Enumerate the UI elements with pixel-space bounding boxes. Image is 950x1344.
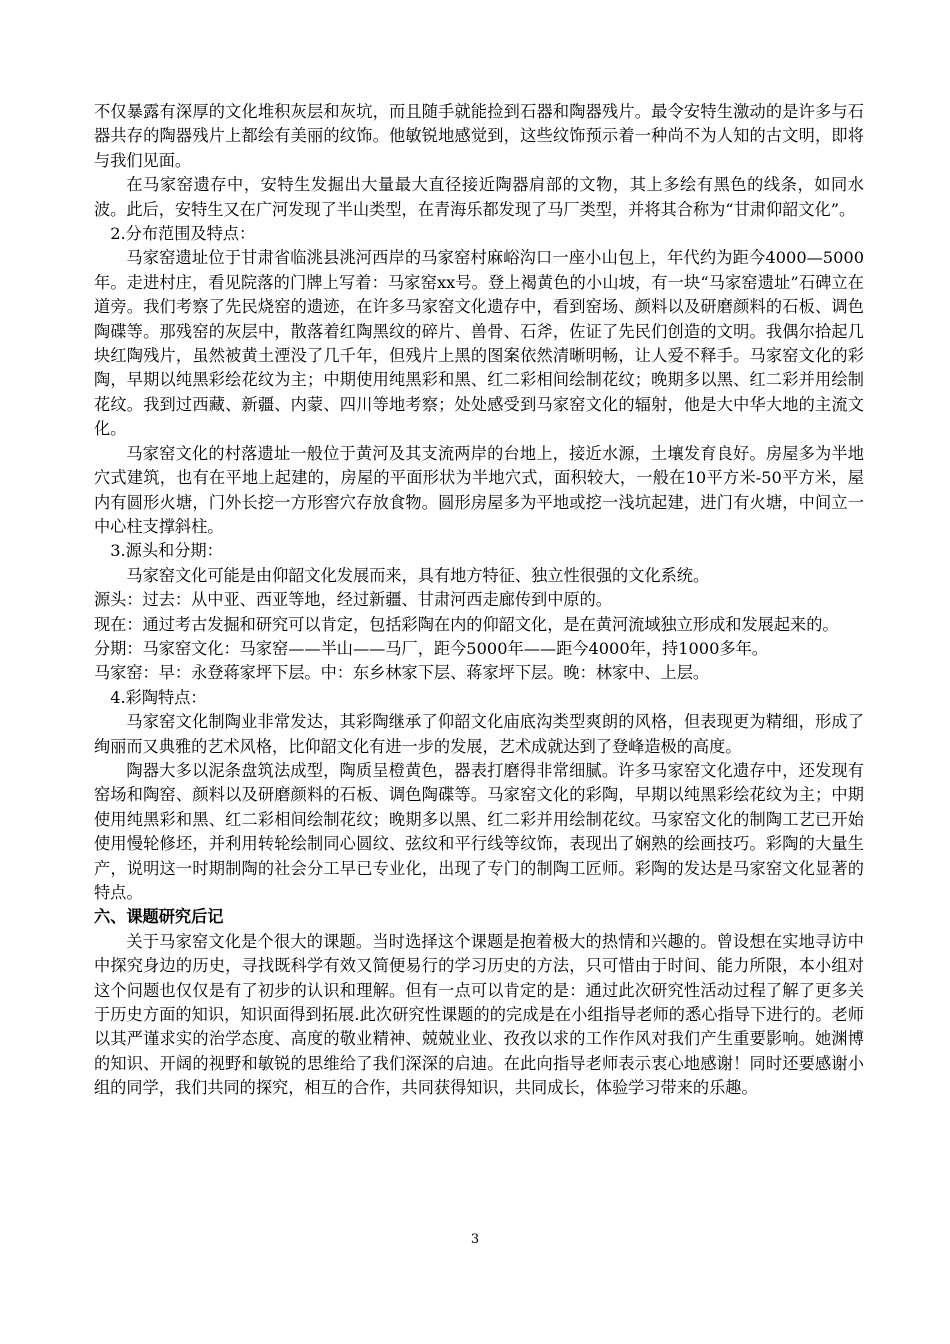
section-heading-afterword: 六、课题研究后记	[94, 907, 224, 927]
paragraph-pottery-technique: 陶器大多以泥条盘筑法成型，陶质呈橙黄色，器表打磨得非常细腻。许多马家窑文化遗存中，还发现有窑场和陶窑、颜料以及研磨颜料的石板、调色陶碟等。马家窑文化的彩陶，早期以纯黑彩绘花纹为主；中期使用纯黑彩和黑、红二彩相间绘制花纹；晚期多以黑、红二彩并用绘制花纹。马家窑文化的制陶工艺已开始使用慢轮修坯，并利用转轮绘制同心圆纹、弦纹和平行线等纹饰，表现出了娴熟的绘画技巧。彩陶的大量生产，说明这一时期制陶的社会分工早已专业化，出现了专门的制陶工匠师。彩陶的发达是马家窑文化显著的特点。	[94, 760, 864, 902]
paragraph-origin-past: 源头：过去：从中亚、西亚等地，经过新疆、甘肃河西走廊传到中原的。	[94, 590, 612, 610]
paragraph-afterword: 关于马家窑文化是个很大的课题。当时选择这个课题是抱着极大的热情和兴趣的。曾设想在实地寻访中中探究身边的历史，寻找既科学有效又简便易行的学习历史的方法，只可惜由于时间、能力所限，本小组对这个问题也仅仅是有了初步的认识和理解。但有一点可以肯定的是：通过此次研究性活动过程了解了更多关于历史方面的知识，知识面得到拓展.此次研究性课题的的完成是在小组指导老师的悉心指导下进行的。老师以其严谨求实的治学态度、高度的敬业精神、兢兢业业、孜孜以求的工作作风对我们产生重要影响。她渊博的知识、开阔的视野和敏锐的思维给了我们深深的启迪。在此向指导老师表示衷心地感谢！同时还要感谢小组的同学，我们共同的探究，相互的合作，共同获得知识，共同成长，体验学习带来的乐趣。	[94, 931, 864, 1098]
paragraph-periods: 分期：马家窑文化：马家窑——半山——马厂，距今5000年——距今4000年，持1000多年。	[94, 638, 768, 658]
paragraph-anderson-discovery: 在马家窑遗存中，安特生发掘出大量最大直径接近陶器肩部的文物，其上多绘有黑色的线条，如同水波。此后，安特生又在广河发现了半山类型，在青海乐都发现了马厂类型，并将其合称为“甘肃仰韶文化”。	[94, 175, 864, 219]
section-heading-painted-pottery: 4.彩陶特点：	[110, 687, 207, 707]
paragraph-origin-present: 现在：通过考古发掘和研究可以肯定，包括彩陶在内的仰韶文化，是在黄河流域独立形成和发展起来的。	[94, 614, 839, 634]
page-body	[94, 100, 864, 1101]
paragraph-majiayao-phases: 马家窑：早：永登蒋家坪下层。中：东乡林家下层、蒋家坪下层。晚：林家中、上层。	[94, 663, 710, 683]
section-heading-origin-periods: 3.源头和分期：	[110, 541, 223, 561]
paragraph-origin-summary: 马家窑文化可能是由仰韶文化发展而来，具有地方特征、独立性很强的文化系统。	[126, 565, 710, 585]
paragraph-site-location: 马家窑遗址位于甘肃省临洮县洮河西岸的马家窑村麻峪沟口一座小山包上，年代约为距今4000—5000年。走进村庄，看见院落的门牌上写着：马家窑xx号。登上褐黄色的小山坡，有一块“马家窑遗址”石碑立在道旁。我们考察了先民烧窑的遗迹，在许多马家窑文化遗存中，看到窑场、颜料以及研磨颜料的石板、调色陶碟等。那残窑的灰层中，散落着红陶黑纹的碎片、兽骨、石斧，佐证了先民们创造的文明。我偶尔拾起几块红陶残片，虽然被黄土湮没了几千年，但残片上黑的图案依然清晰明畅，让人爱不释手。马家窑文化的彩陶，早期以纯黑彩绘花纹为主；中期使用纯黑彩和黑、红二彩相间绘制花纹；晚期多以黑、红二彩并用绘制花纹。我到过西藏、新疆、内蒙、四川等地考察；处处感受到马家窑文化的辐射，他是大中华大地的主流文化。	[94, 248, 864, 439]
section-heading-distribution: 2.分布范围及特点：	[110, 224, 256, 244]
paragraph-pottery-style: 马家窑文化制陶业非常发达，其彩陶继承了仰韶文化庙底沟类型爽朗的风格，但表现更为精细，形成了绚丽而又典雅的艺术风格，比仰韶文化有进一步的发展，艺术成就达到了登峰造极的高度。	[94, 712, 864, 756]
page-number: 3	[470, 1232, 480, 1247]
paragraph-intro-continued: 不仅暴露有深厚的文化堆积灰层和灰坑，而且随手就能捡到石器和陶器残片。最令安特生激动的是许多与石器共存的陶器残片上都绘有美丽的纹饰。他敏锐地感觉到，这些纹饰预示着一种尚不为人知的古文明，即将与我们见面。	[94, 102, 864, 170]
paragraph-village-sites: 马家窑文化的村落遗址一般位于黄河及其支流两岸的台地上，接近水源，土壤发育良好。房屋多为半地穴式建筑，也有在平地上起建的，房屋的平面形状为半地穴式，面积较大，一般在10平方米-50平方米，屋内有圆形火塘，门外长挖一方形窖穴存放食物。圆形房屋多为平地或挖一浅坑起建，进门有火塘，中间立一中心柱支撑斜柱。	[94, 443, 864, 536]
